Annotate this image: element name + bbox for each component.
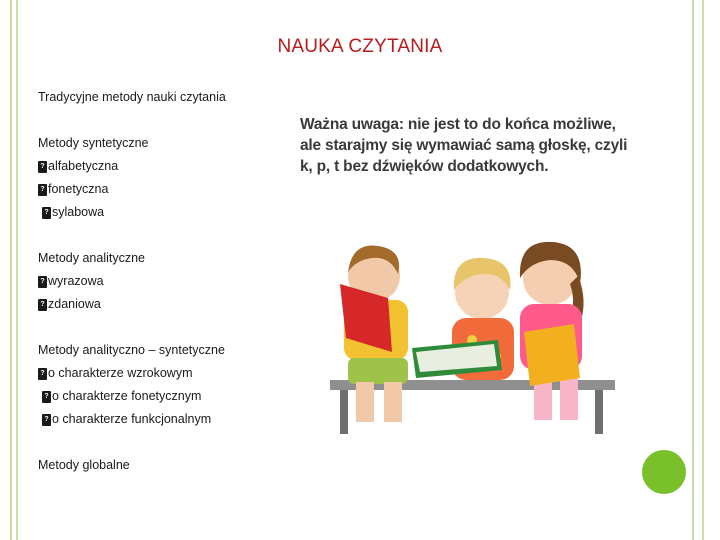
list-item: ? o charakterze fonetycznym xyxy=(38,385,288,408)
list-item: ? zdaniowa xyxy=(38,293,288,316)
bullet-icon: ? xyxy=(38,299,47,311)
section-heading: Metody analityczno – syntetyczne xyxy=(38,343,225,357)
list-item: ? o charakterze wzrokowym xyxy=(38,362,288,385)
bullet-icon: ? xyxy=(38,276,47,288)
important-note xyxy=(300,114,648,177)
bullet-icon: ? xyxy=(42,391,51,403)
note-line: ale starajmy się wymawiać samą głoskę, czyli xyxy=(300,137,628,154)
bullet-icon: ? xyxy=(42,207,51,219)
bullet-icon: ? xyxy=(38,161,47,173)
list-item: ? wyrazowa xyxy=(38,270,288,293)
section-heading: Tradycyjne metody nauki czytania xyxy=(38,90,226,104)
slide-title: NAUKA CZYTANIA xyxy=(277,36,443,57)
bullet-icon: ? xyxy=(38,368,47,380)
list-item: ? alfabetyczna xyxy=(38,155,288,178)
section-heading: Metody globalne xyxy=(38,458,130,472)
note-line: Ważna uwaga: nie jest to do końca możliwe, xyxy=(300,116,616,133)
decorative-green-circle xyxy=(642,450,686,494)
list-item: ? sylabowa xyxy=(38,201,288,224)
list-item: ? fonetyczna xyxy=(38,178,288,201)
slide-content xyxy=(38,86,288,477)
bullet-icon: ? xyxy=(42,414,51,426)
right-frame-line-outer xyxy=(702,0,704,540)
list-item: ? o charakterze funkcjonalnym xyxy=(38,408,288,431)
section-heading: Metody syntetyczne xyxy=(38,136,149,150)
children-reading-photo xyxy=(312,220,630,436)
right-frame-line-inner xyxy=(692,0,694,540)
left-frame-line-inner xyxy=(16,0,18,540)
section-heading: Metody analityczne xyxy=(38,251,146,265)
bullet-icon: ? xyxy=(38,184,47,196)
note-line: k, p, t bez dźwięków dodatkowych. xyxy=(300,158,549,175)
left-frame-line-outer xyxy=(10,0,12,540)
